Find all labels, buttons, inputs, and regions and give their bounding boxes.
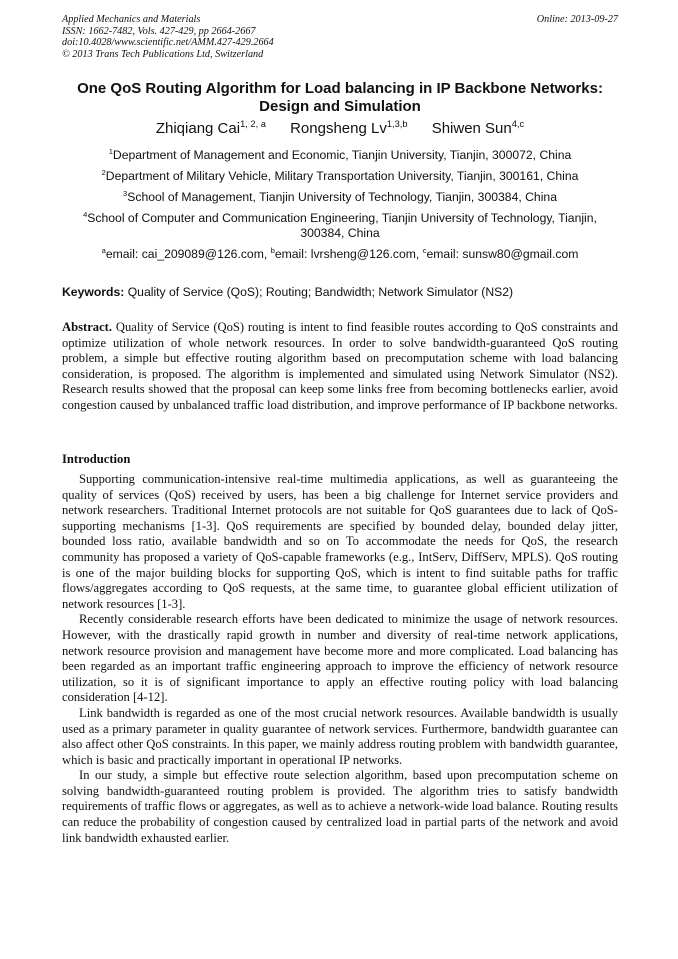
affiliation	[62, 169, 618, 184]
online-date: Online: 2013-09-27	[536, 14, 618, 25]
affiliation	[62, 148, 618, 163]
paragraph: Supporting communication-intensive real-time multimedia applications, as well as guaranteeing the quality of services (QoS) received by users, has been a big challenge for Internet service providers and network researchers. Traditional Internet protocols are not suitable for QoS guarantees due to lack of QoS-supporting mechanisms [1-3]. QoS requirements are specified by bounded delay, bounded delay jitter, bounded loss ratio, available bandwidth and so on To accommodate the needs for QoS, the research community has proposed a variety of QoS-capable frameworks (e.g., IntServ, DiffServ, MPLS). QoS routing is one of the major building blocks for supporting QoS, which is intent to find suitable paths for traffic flows/aggregates according to QoS requests, at the same time, to guarantee global efficient utilization of network resources [1-3].	[62, 472, 618, 611]
paragraph: Link bandwidth is regarded as one of the most crucial network resources. Available bandwidth is usually used as a primary parameter in quality guarantee of network services. Furthermore, bandwidth guarantee can also affect other QoS constraints. In this paper, we mainly address routing problem with bandwidth guarantee, which is basic and practically important in operational IP networks.	[62, 705, 618, 767]
affiliation-marker: 1	[108, 146, 113, 156]
affiliation	[62, 211, 618, 241]
doi-line: doi:10.4028/www.scientific.net/AMM.427-429.2664	[62, 37, 274, 49]
affiliation-marker: 2	[101, 167, 106, 177]
abstract	[62, 320, 618, 414]
email-line	[62, 247, 618, 262]
author-name: Zhiqiang Cai	[155, 120, 241, 137]
author	[432, 120, 524, 138]
affiliation-marker: 3	[123, 188, 128, 198]
keywords	[62, 285, 618, 300]
email-link[interactable]: email: cai_209089@126.com,	[105, 247, 268, 261]
email-marker: b	[270, 245, 275, 255]
author-name: Shiwen Sun	[431, 120, 512, 137]
author-affiliation-marker: 1, 2, a	[240, 119, 266, 129]
section-heading-introduction: Introduction	[62, 452, 131, 466]
abstract-label: Abstract.	[62, 320, 113, 334]
journal-header	[62, 14, 618, 60]
paragraph: In our study, a simple but effective route selection algorithm, based upon precomputation scheme on solving bandwidth-guaranteed routing problem is provided. The algorithm tries to satisfy bandwidth requirements of traffic flows or aggregates, as well as to achieve a network-wide load balance. Routing results can reduce the probability of congestion caused by centralized load in partial parts of the network and avoid link bandwidth exhausted earlier.	[62, 768, 618, 845]
author	[156, 120, 266, 138]
introduction-body	[62, 472, 618, 846]
paragraph: Recently considerable research efforts have been dedicated to minimize the usage of network resources. However, with the drastically rapid growth in number and diversity of real-time network applications, network resource provision and management have become more and more complicated. Load balancing has been regarded as an important traffic engineering approach to improve the efficiency of network resource utilization, so it is of significant importance to apply an effective routing policy with load balancing consideration [4-12].	[62, 612, 618, 705]
affiliation-marker: 4	[83, 209, 88, 219]
abstract-text: Quality of Service (QoS) routing is intent to find feasible routes according to QoS constraints and optimize utilization of whole network resources. In order to solve bandwidth-guaranteed QoS routing problem, a simple but effective routing algorithm based on precomputation scheme with load balancing consideration, is proposed. The algorithm is implemented and simulated using Network Simulator (NS2). Research results showed that the proposal can keep some links free from becoming bottlenecks earlier, avoid congestion caused by unbalanced traffic load distribution, and improve performance of IP backbone networks.	[62, 320, 618, 412]
affiliation	[62, 190, 618, 205]
paper-title: One QoS Routing Algorithm for Load balancing in IP Backbone Networks: Design and Simulation	[77, 80, 603, 115]
email-marker: a	[101, 245, 106, 255]
issn-line: ISSN: 1662-7482, Vols. 427-429, pp 2664-2667	[62, 25, 256, 37]
email-link[interactable]: email: sunsw80@gmail.com	[426, 247, 579, 261]
keywords-text: Quality of Service (QoS); Routing; Bandwidth; Network Simulator (NS2)	[127, 285, 514, 299]
author-affiliation-marker: 4,c	[511, 119, 525, 129]
author-affiliation-marker: 1,3,b	[386, 119, 408, 129]
affiliation-text: Department of Military Vehicle, Military Transportation University, Tianjin, 300161, China	[105, 169, 579, 183]
affiliation-text: School of Computer and Communication Engineering, Tianjin University of Technology, Tianjin, 300384, China	[87, 211, 597, 240]
affiliation-text: School of Management, Tianjin University of Technology, Tianjin, 300384, China	[127, 190, 557, 204]
copyright-line: © 2013 Trans Tech Publications Ltd, Switzerland	[62, 48, 264, 60]
journal-name: Applied Mechanics and Materials	[62, 14, 201, 25]
author-name: Rongsheng Lv	[290, 120, 387, 137]
author	[290, 120, 407, 138]
email-marker: c	[422, 245, 427, 255]
keywords-label: Keywords:	[62, 285, 125, 299]
affiliation-list	[62, 148, 618, 247]
affiliation-text: Department of Management and Economic, Tianjin University, Tianjin, 300072, China	[112, 148, 572, 162]
email-link[interactable]: email: lvrsheng@126.com,	[274, 247, 420, 261]
author-list	[62, 120, 618, 138]
